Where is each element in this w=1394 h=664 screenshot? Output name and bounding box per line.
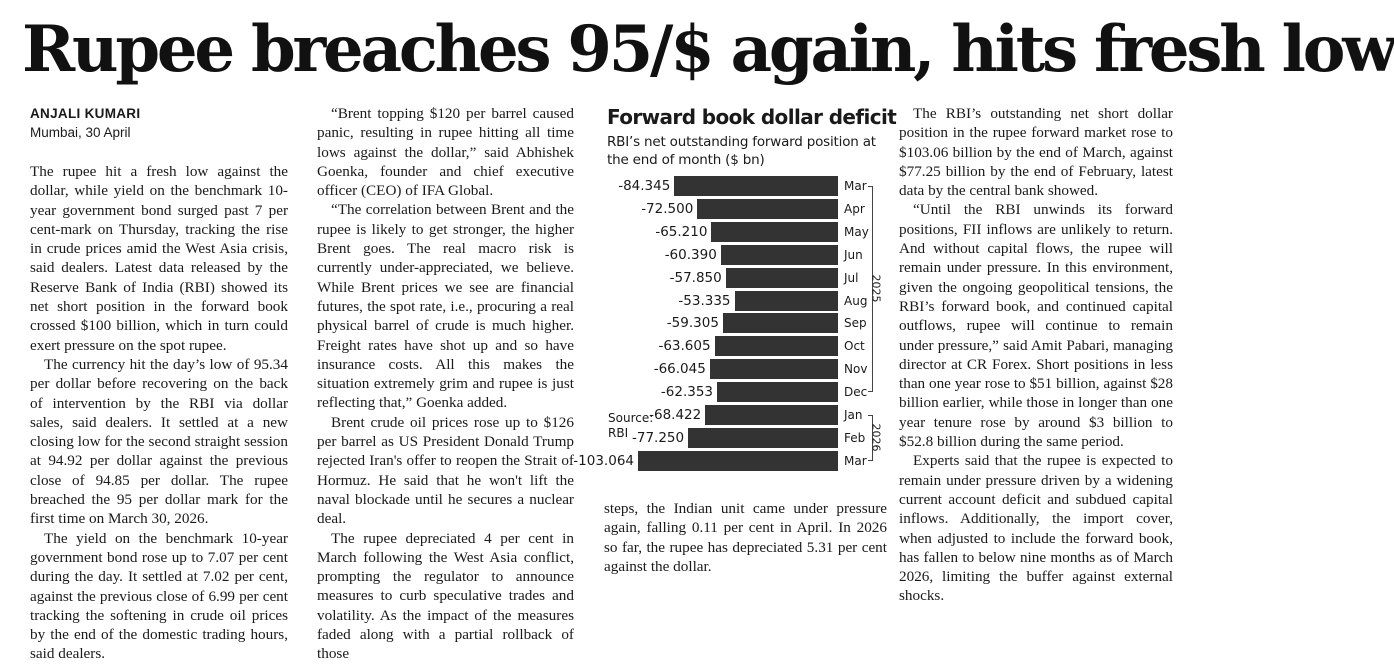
headline: Rupee breaches 95/$ again, hits fresh low [22,12,1394,87]
paragraph: “The correlation between Brent and the rupee is likely to get stronger, the higher Brent goes. The real macro risk is currently under-appreciated, we believe. While Brent prices we see are financial futures, the spot rate, i.e., procuring a real physical barrel of crude is much higher. Freight rates have shot up and so have insurance costs. All this makes the situation extremely grim and rupee is just reflecting that,” Goenka added. [317,201,574,412]
bar [721,245,838,265]
chart-subtitle: RBI’s net outstanding forward position at the end of month ($ bn) [607,134,876,168]
bar [723,313,838,333]
data-label: -84.345 [618,178,671,194]
data-label: -77.250 [631,429,685,446]
paragraph: “Brent topping $120 per barrel caused panic, resulting in rupee hitting all time lows against the dollar,” said Abhishek Goenka, founder and chief executive officer (CEO) of IFA Global. [317,105,574,200]
month-label: Nov [844,362,868,377]
month-label: Jun [844,247,863,262]
data-label: -57.850 [669,269,722,286]
paragraph: The RBI’s outstanding net short dollar position in the rupee forward market rose to $103.06 billion by the end of March, against $77.25 billion by the end of February, latest data by the central bank showed. [899,105,1173,200]
bar [688,428,838,448]
month-label: Jan [844,408,863,422]
data-label: -72.500 [641,200,694,217]
month-label: Jul [844,270,859,285]
paragraph: The rupee depreciated 4 per cent in March following the West Asia conflict, prompting the regulator to announce measures to curb speculative trades and volatility. As the impact of the measures faded along with a partial rollback of those [317,529,574,663]
byline-place-date: Mumbai, 30 April [30,125,131,140]
data-label: -66.045 [653,361,706,378]
month-label: Apr [844,201,865,216]
paragraph: The yield on the benchmark 10-year government bond rose up to 7.07 per cent during the day. It settled at 7.02 per cent, against the previous close of 6.99 per cent tracking the softening in crude oil prices by the end of the domestic trading hours, said dealers. [30,529,288,663]
paragraph: Experts said that the rupee is expected to remain under pressure driven by a widening current account deficit and subdued capital inflows. Additionally, the import cover, when adjusted to include the forward book, has fallen to below nine months as of March 2026, limiting the buffer against external shocks. [899,452,1173,605]
article-column-3: steps, the Indian unit came under pressure again, falling 0.11 per cent in April. In 2026 so far, the rupee has depreciated 5.31 per cent against the dollar. [604,500,887,575]
month-label: Feb [844,430,866,445]
bar [705,405,838,425]
paragraph: “Until the RBI unwinds its forward positions, FII inflows are unlikely to return. And without capital flows, the rupee will remain under pressure. In this environment, given the ongoing geopolitical tensions, the RBI’s forward book, and continued capital outflows, rupee will continue to remain under pressure,” said Amit Pabari, managing director at CR Forex. Short positions in less than one year rose to $51 billion, against $28 billion earlier, while those in longer than one year tenure rose by around $3 billion to $52.8 billion during the same period. [899,201,1173,451]
bar-chart [573,171,900,471]
article-column-1 [30,104,288,664]
year-label: 2026 [869,423,883,452]
data-label: -65.210 [655,223,708,240]
data-label: -60.390 [664,246,717,263]
chart-title: Forward book dollar deficit [607,105,897,129]
bar [638,451,838,471]
data-label: -59.305 [666,315,719,332]
paragraph: The currency hit the day’s low of 95.34 per dollar before recovering on the back of intervention by the RBI via dollar sales, said dealers. It settled at a new closing low for the second straight session at 94.92 per dollar against the previous close of 94.85 per dollar. The rupee breached the 95 per dollar mark for the first time on March 30, 2026. [30,355,288,528]
bar [674,176,838,196]
bar [717,382,838,402]
bar [726,268,838,288]
data-label: -63.605 [658,338,711,355]
month-label: Mar [844,453,867,468]
paragraph: Brent crude oil prices rose up to $126 per barrel as US President Donald Trump rejected Iran's offer to reopen the Strait of Hormuz. He said that he won't lift the naval blockade until he secures a nuclear deal. [317,413,574,528]
month-label: Mar [844,179,867,193]
data-label: -103.064 [573,452,634,469]
data-label: -53.335 [678,292,731,309]
bar [715,336,838,356]
paragraph: The rupee hit a fresh low against the dollar, while yield on the benchmark 10-year government bond surged past 7 per cent-mark on Thursday, tracking the rise in crude prices amid the West Asia crisis, said dealers. Latest data released by the Reserve Bank of India (RBI) showed its net short position in the forward book crossed $100 billion, which in turn could exert pressure on the spot rupee. [30,163,288,354]
bar [710,359,838,379]
year-label: 2025 [869,274,883,303]
month-label: May [844,224,869,239]
month-label: Sep [844,316,867,331]
article-column-4 [899,104,1173,606]
chart-source: Source: RBI [608,411,654,440]
data-label: -62.353 [660,384,713,401]
month-label: Aug [844,293,868,308]
data-label: -68.422 [649,407,702,423]
article-column-2 [317,104,574,664]
byline-author: ANJALI KUMARI [30,106,141,121]
bar [697,199,838,219]
bar [735,291,838,311]
month-label: Dec [844,385,868,400]
bar [711,222,838,242]
month-label: Oct [844,339,865,354]
